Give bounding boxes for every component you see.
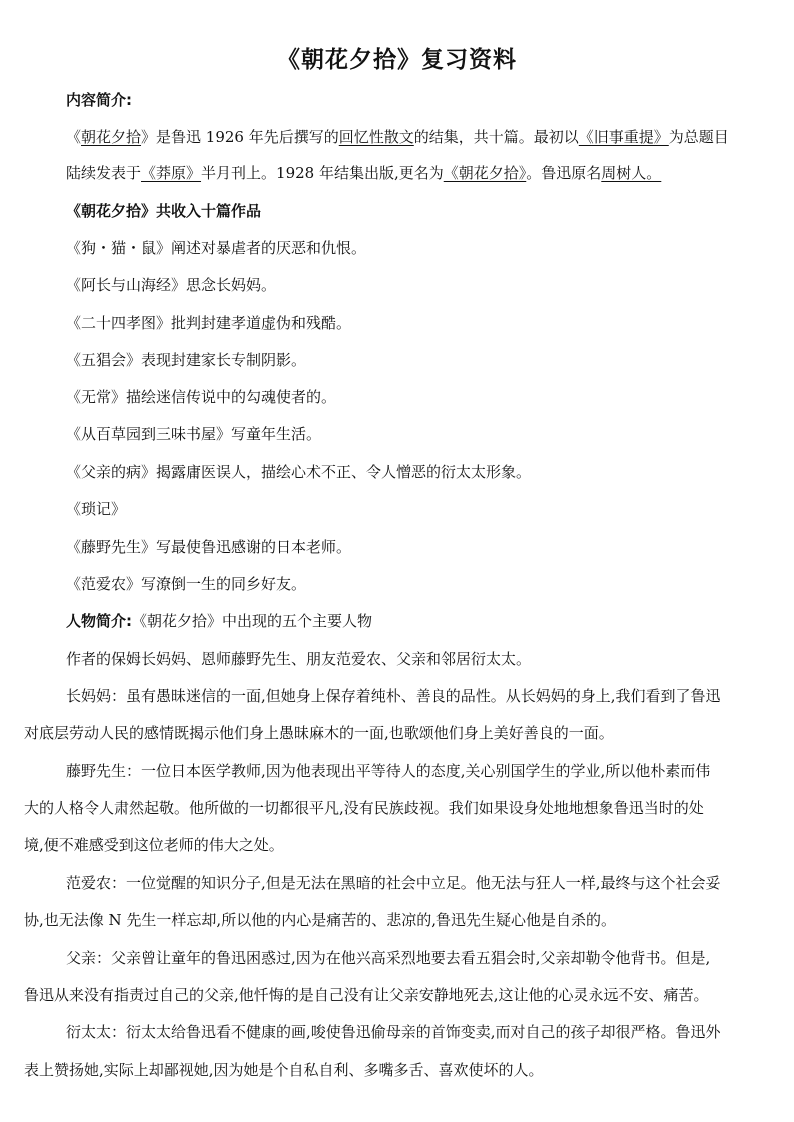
genre-underlined: 回忆性散文: [338, 128, 414, 146]
work-item: 《从百草园到三味书屋》写童年生活。: [66, 425, 322, 443]
work-item: 《二十四孝图》批判封建孝道虚伪和残酷。: [66, 314, 352, 332]
character-paragraph-line: 长妈妈：虽有愚昧迷信的一面,但她身上保存着纯朴、善良的品性。从长妈妈的身上,我们看到了鲁迅: [66, 687, 721, 705]
intro-text: 》是鲁迅 1926 年先后撰写的: [141, 128, 339, 146]
character-paragraph-line: 大的人格令人肃然起敬。他所做的一切都很平凡,没有民族歧视。我们如果设身处地地想象鲁迅当时的处: [24, 799, 704, 817]
book-title-underlined: 朝花夕拾: [81, 128, 142, 146]
work-item: 《藤野先生》写最使鲁迅感谢的日本老师。: [66, 538, 352, 556]
character-paragraph-line: 藤野先生：一位日本医学教师,因为他表现出平等待人的态度,关心别国学生的学业,所以他朴素而伟: [66, 762, 711, 780]
work-item: 《五猖会》表现封建家长专制阴影。: [66, 351, 307, 369]
intro-text: 的结集，共十篇。最初以: [413, 128, 579, 146]
intro-text: 。鲁迅原名: [526, 164, 602, 182]
work-item: 《狗・猫・鼠》阐述对暴虐者的厌恶和仇恨。: [66, 239, 367, 257]
works-heading: 《朝花夕拾》共收入十篇作品: [66, 202, 262, 220]
intro-text: 为总题目: [668, 128, 729, 146]
character-paragraph-line: 协,也无法像 N 先生一样忘却,所以他的内心是痛苦的、悲凉的,鲁迅先生疑心他是自杀的。: [24, 911, 616, 929]
work-item: 《琐记》: [66, 500, 127, 518]
character-paragraph-line: 境,便不难感受到这位老师的伟大之处。: [24, 836, 284, 854]
character-paragraph-line: 衍太太：衍太太给鲁迅看不健康的画,唆使鲁迅偷母亲的首饰变卖,而对自己的孩子却很严格。鲁迅外: [66, 1023, 721, 1041]
character-paragraph-line: 范爱农：一位觉醒的知识分子,但是无法在黑暗的社会中立足。他无法与狂人一样,最终与这个社会妥: [66, 874, 721, 892]
page-title: 《朝花夕拾》复习资料: [277, 47, 517, 73]
renamed-title-underlined: 《朝花夕拾》: [443, 164, 527, 182]
character-paragraph-line: 对底层劳动人民的感情既揭示他们身上愚昧麻木的一面,也歌颂他们身上美好善良的一面。: [24, 724, 614, 742]
intro-line-2: [66, 163, 661, 183]
real-name-underlined: 周树人。: [601, 164, 662, 182]
intro-heading: 内容简介:: [66, 91, 132, 109]
original-title-underlined: 《旧事重提》: [578, 128, 669, 146]
character-paragraph-line: 表上赞扬她,实际上却鄙视她,因为她是个自私自利、多嘴多舌、喜欢使坏的人。: [24, 1061, 544, 1079]
work-item: 《范爱农》写潦倒一生的同乡好友。: [66, 575, 307, 593]
intro-line-1: [66, 127, 729, 147]
characters-heading: 人物简介:: [66, 612, 132, 630]
characters-heading-line: [66, 611, 372, 631]
intro-text: 陆续发表于: [66, 164, 142, 182]
characters-list-line: 作者的保姆长妈妈、恩师藤野先生、朋友范爱农、父亲和邻居衍太太。: [66, 650, 532, 668]
work-item: 《父亲的病》揭露庸医误人，描绘心术不正、令人憎恶的衍太太形象。: [66, 463, 532, 481]
journal-underlined: 《莽原》: [141, 164, 202, 182]
intro-text: 半月刊上。1928 年结集出版,更名为: [201, 164, 444, 182]
character-paragraph-line: 鲁迅从来没有指责过自己的父亲,他忏悔的是自己没有让父亲安静地死去,这让他的心灵永远不安、痛苦。: [24, 986, 709, 1004]
intro-text: 《: [66, 128, 82, 146]
work-item: 《阿长与山海经》思念长妈妈。: [66, 276, 277, 294]
characters-heading-rest: 《朝花夕拾》中出现的五个主要人物: [132, 612, 373, 630]
work-item: 《无常》描绘迷信传说中的勾魂使者的。: [66, 388, 337, 406]
character-paragraph-line: 父亲：父亲曾让童年的鲁迅困惑过,因为在他兴高采烈地要去看五猖会时,父亲却勒令他背书。但是,: [66, 949, 711, 967]
